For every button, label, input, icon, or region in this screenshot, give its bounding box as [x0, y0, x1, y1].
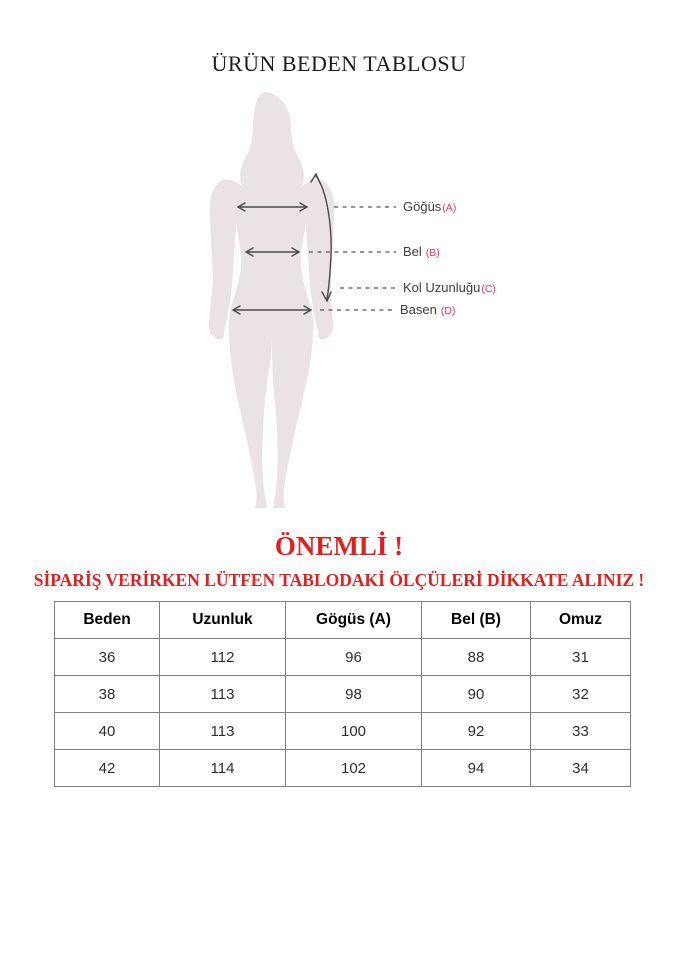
- cell-uzunluk: 113: [160, 713, 286, 750]
- cell-gogus: 100: [286, 713, 422, 750]
- chest-label-code: (A): [442, 202, 457, 214]
- body-measurement-diagram: [0, 80, 678, 520]
- cell-omuz: 34: [531, 750, 631, 787]
- column-header-gogus: Gögüs (A): [286, 602, 422, 639]
- chest-label-text: Göğüs: [403, 199, 442, 214]
- arm-length-label: [403, 280, 496, 295]
- waist-label-text: Bel: [403, 244, 422, 259]
- cell-beden: 36: [55, 639, 160, 676]
- important-subheading: SİPARİŞ VERİRKEN LÜTFEN TABLODAKİ ÖLÇÜLERİ DİKKATE ALINIZ !: [33, 570, 645, 590]
- arm-length-label-text: Kol Uzunluğu: [403, 280, 481, 295]
- size-table: [54, 601, 631, 787]
- hip-label: [400, 302, 455, 317]
- size-row-38: [55, 676, 631, 713]
- size-row-42: [55, 750, 631, 787]
- body-silhouette: [209, 92, 334, 508]
- cell-uzunluk: 114: [160, 750, 286, 787]
- cell-uzunluk: 113: [160, 676, 286, 713]
- arm-length-label-code: (C): [481, 283, 496, 295]
- cell-bel: 92: [422, 713, 531, 750]
- cell-uzunluk: 112: [160, 639, 286, 676]
- cell-omuz: 31: [531, 639, 631, 676]
- hip-label-text: Basen: [400, 302, 437, 317]
- waist-label-code: (B): [425, 247, 440, 259]
- cell-gogus: 96: [286, 639, 422, 676]
- column-header-omuz: Omuz: [531, 602, 631, 639]
- hip-label-code: (D): [440, 305, 456, 317]
- cell-beden: 38: [55, 676, 160, 713]
- important-heading: ÖNEMLİ !: [274, 531, 404, 561]
- size-table-header-row: [55, 602, 631, 639]
- page-title: ÜRÜN BEDEN TABLOSU: [211, 51, 467, 76]
- cell-bel: 94: [422, 750, 531, 787]
- cell-omuz: 32: [531, 676, 631, 713]
- cell-gogus: 102: [286, 750, 422, 787]
- cell-beden: 42: [55, 750, 160, 787]
- cell-omuz: 33: [531, 713, 631, 750]
- cell-gogus: 98: [286, 676, 422, 713]
- cell-bel: 88: [422, 639, 531, 676]
- waist-label: [403, 244, 440, 259]
- column-header-beden: Beden: [55, 602, 160, 639]
- column-header-uzunluk: Uzunluk: [160, 602, 286, 639]
- chest-label: [403, 199, 456, 214]
- cell-beden: 40: [55, 713, 160, 750]
- size-row-40: [55, 713, 631, 750]
- column-header-bel: Bel (B): [422, 602, 531, 639]
- cell-bel: 90: [422, 676, 531, 713]
- size-row-36: [55, 639, 631, 676]
